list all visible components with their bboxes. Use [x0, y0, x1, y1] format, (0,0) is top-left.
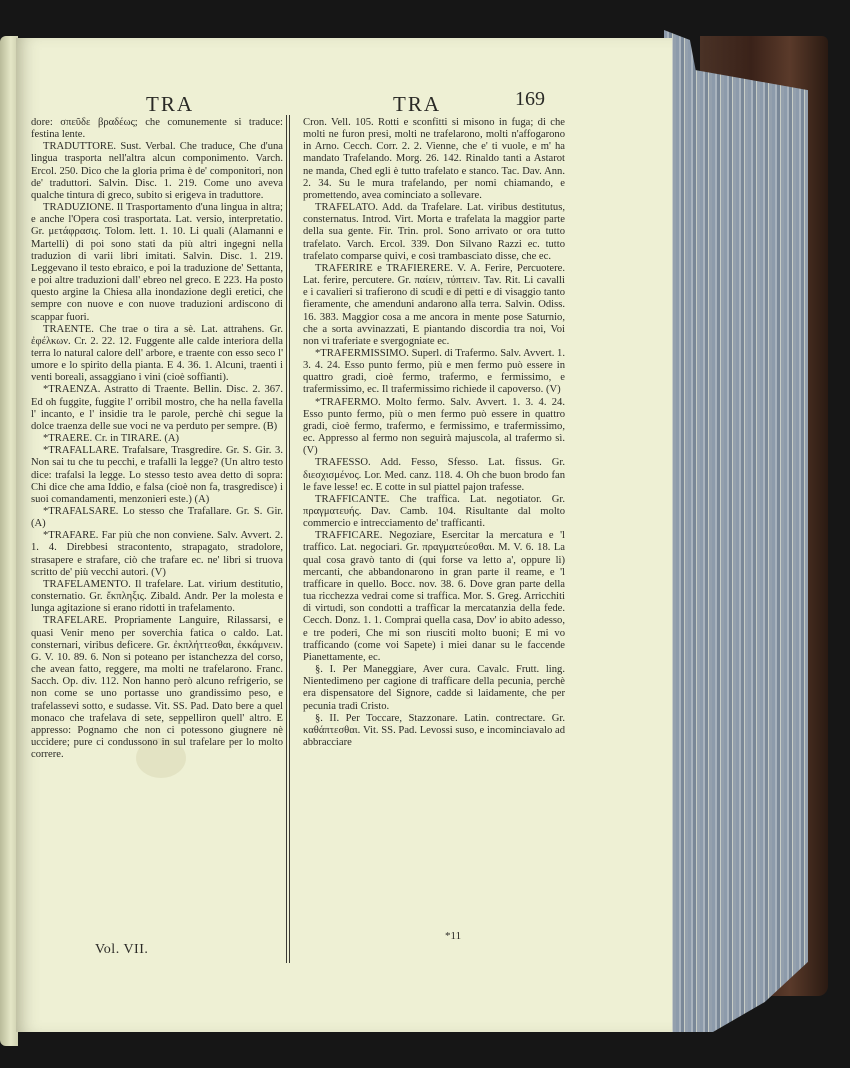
entry-trafelato: TRAFELATO. Add. da Trafelare. Lat. viribus destitutus, consternatus. Introd. Virt. Morta e trafelata la maggior parte della sua gente. Fir. Trin. prol. Sono arrivato or ora tutto trafelato. Varch. Ercol. 339. Don Silvano Razzi ec. tutto trafelato comparse quivi, e così trambasciato disse, che ec. — [303, 202, 565, 262]
page-number: 169 — [515, 88, 545, 110]
entry-trafermo: *TRAFERMO. Molto fermo. Salv. Avvert. 1. 3. 4. 24. Esso punto fermo, più o men fermo può essere in quattro gradi, cioè fermo, trafermo, e fermissimo, e trafermissimo, ec. Appresso al fermo non seguirà majuscola, al trafermo sì. (V) — [303, 396, 565, 457]
entry-trafficante: TRAFFICANTE. Che traffica. Lat. negotiator. Gr. πραγματευής. Dav. Camb. 104. Risultante dal molto commercio e intrecciamento de' trafficanti. — [303, 493, 565, 530]
volume-footer: Vol. VII. — [95, 942, 149, 957]
entry-traere: *TRAERE. Cr. in TIRARE. (A) — [43, 433, 180, 445]
entry-trafermissimo: *TRAFERMISSIMO. Superl. di Trafermo. Salv. Avvert. 1. 3. 4. 24. Esso punto fermo, più e men fermo può essere in quattro gradi, cioè fermo, trafermo, e fermissimo, e trafermissimo, ec. Il trafermissimo richiede il capoverso. (V) — [303, 347, 565, 396]
entry-trafare: *TRAFARE. Far più che non conviene. Salv. Avvert. 2. 1. 4. Direbbesi stracontento, strapagato, stradolore, strasapere e strafare, ciò che trafare ec. ne' libri si truova scritto de' più vecchi autori. (V) — [31, 530, 283, 578]
entry-traente: TRAENTE. Che trae o tira a sè. Lat. attrahens. Gr. ἐφέλκων. Cr. 2. 22. 12. Fuggente alle calde interiora della terra lo natural calore dell' arbore, e traente con esso seco l' umore e lo spirito della pianta. E 4. 36. 1. Alcuni, traenti i venti boreali, assaggiano i vini (cioè soffianti). — [31, 323, 283, 384]
entry-traduttore: TRADUTTORE. Sust. Verbal. Che traduce, Che d'una lingua trasporta nell'altra alcun componimento. Varch. Ercol. 250. Dico che la gloria prima è de' componitori, non de' traduttori. Salvin. Disc. 1. 219. Come uno aveva qualche tintura di greco, subito si erigeva in traduttore. — [31, 141, 283, 201]
entry-sense-1: §. I. Per Maneggiare, Aver cura. Cavalc. Frutt. ling. Nientedimeno per cagione di trafficare della pecunia, perchè era dispensatore del Signore, cadde sì laidamente, che per pecunia tradì Cristo. — [303, 664, 565, 712]
running-head-left: TRA — [146, 92, 194, 116]
column-divider — [286, 115, 290, 963]
entry-traenza: *TRAENZA. Astratto di Traente. Bellin. Disc. 2. 367. Ed oh fuggite, fuggite l' orribil mostro, che ha nella favella l' incanto, e l' insidie tra le parole, perchè chi segue la dolce traenza delle sue voci ne va perduto per sempre. (B) — [31, 384, 283, 432]
entry-trafalsare: *TRAFALSARE. Lo stesso che Trafallare. Gr. S. Gir. (A) — [31, 506, 283, 530]
signature-mark: *11 — [445, 930, 462, 942]
entry-continuation: dore: σπεῦδε βραδέως; che comunemente si traduce: festina lente. — [31, 117, 283, 141]
running-head-right: TRA — [393, 92, 441, 116]
entry-traduzione: TRADUZIONE. Il Trasportamento d'una lingua in altra; e anche l'Opera così trasportata. Lat. versio, interpretatio. Gr. μετάφρασις. Tolom. lett. 1. 10. Li quali (Alamanni e Martelli) di poi sono stati da più altri ingegni nella traduzion di varii libri imitati. Salvin. Disc. 1. 219. Leggevano il testo ebraico, e poi la traduzione de' Settanta, e poi altre traduzioni dall' ebreo nel greco. E 223. Ha posto questo argine la Chiesa alla inondazione degli eretici, che sempre con nuove e con nuove traduzioni ardiscono di scappar fuori. — [31, 202, 283, 323]
entry-trafficare: TRAFFICARE. Negoziare, Esercitar la mercatura e 'l traffico. Lat. negociari. Gr. πραγματεύεσθαι. M. V. 6. 18. La qual cosa gravò tanto di (qui forse va letto a', oppure li) mercanti, che abbandonarono in gran parte il reame, e 'l trafficare in quello. Bocc. nov. 38. 6. Dove gran parte della tua ricchezza vedrai come si traffica. Mor. S. Greg. Arricchiti di virtudi, son condotti a trafficar la mercatanzia della fede. Cecch. Donz. 1. 1. Comprai quella casa, Dov' io abito adesso, e tre poderi, Che mi son riusciti molto buoni; E mi vo trafficando (come voi Sapete) i miei danar su le faccende Pianettamente, ec. — [303, 530, 565, 663]
entry-trafesso: TRAFESSO. Add. Fesso, Sfesso. Lat. fissus. Gr. διεσχισμένος. Lor. Med. canz. 118. 4. Oh che buon brodo fan le fave lesse! ec. E cotte in sul piattel pajon trafesse. — [303, 457, 565, 493]
entry-trafelamento: TRAFELAMENTO. Il trafelare. Lat. virium destitutio, consternatio. Gr. ἔκπληξις. Zibald. Andr. Per la molesta e lunga agitazione si erano ridotti in trafelamento. — [31, 578, 283, 615]
entry-sense-2: §. II. Per Toccare, Stazzonare. Latin. contrectare. Gr. καθάπτεσθαι. Vit. SS. Pad. Levossi suso, e incominciavalo ad abbracciare — [303, 712, 565, 748]
entry-continuation: Cron. Vell. 105. Rotti e sconfitti si misono in fuga; di che molti ne furon presi, molti ne trafelarono, molti n'affogarono in Arno. Cecch. Corr. 2. 2. Vienne, che e' ti vuole, e m' ha mandato Trafelando. Morg. 26. 142. Rinaldo tanti a Astarot ne manda, Ched egli è tutto trafelato e stanco. Tac. Dav. Ann. 2. 34. Su le mura trafelando, per nomi chiamando, e promettendo, avea cominciato a sollevare. — [303, 117, 565, 201]
page-edges — [664, 30, 808, 1032]
entry-trafelare: TRAFELARE. Propriamente Languire, Rilassarsi, e quasi Venir meno per soverchia fatica o caldo. Lat. consternari, viribus deficere. Gr. ἐκπλήττεσθαι, ἐκκάμνειν. G. V. 10. 89. 6. Non si poteano per istanchezza del corso, che avean fatto, reggere, ma molti ne trafelarono. Franc. Sacch. Op. div. 112. Non hanno però alcuno refrigerio, se non come se uno portasse uno grandissimo peso, e trafelassevi sotto, e sudasse. Vit. SS. Pad. Dato bere a quel monaco che trafelava di sete, seppelliron quell' altro. E appresso: Pognamo che non ci potessono giugnere nè uccidere; pure ci condussono in sul trafelare per lo molto correre. — [31, 615, 283, 761]
right-column — [303, 117, 565, 749]
entry-traferire: TRAFERIRE e TRAFIERERE. V. A. Ferire, Percuotere. Lat. ferire, percutere. Gr. παίειν, τύπτειν. Tav. Rit. Li cavalli e i cavalieri si trafierono di scudi e di petti e di visaggio tanto fieramente, che amenduni andarono alla terra. Salvin. Odiss. 16. 383. Maggior cosa a me ancora in mente pose Saturnio, che a sorta avvinazzati, E piantando discordia tra noi, Voi non vi traferiate e svergogniate ec. — [303, 262, 565, 347]
entry-trafallare: *TRAFALLARE. Trafalsare, Trasgredire. Gr. S. Gir. 3. Non sai tu che tu pecchi, e trafalli la legge? (Un altro testo dice: trafalsi la legge. Lo stesso testo avea detto di sopra: Chi dice che ama Iddio, e falsa (cioè non fa, trasgredisce) i suoi comandamenti, menzonieri este.) (A) — [31, 445, 283, 505]
left-column — [31, 117, 283, 761]
